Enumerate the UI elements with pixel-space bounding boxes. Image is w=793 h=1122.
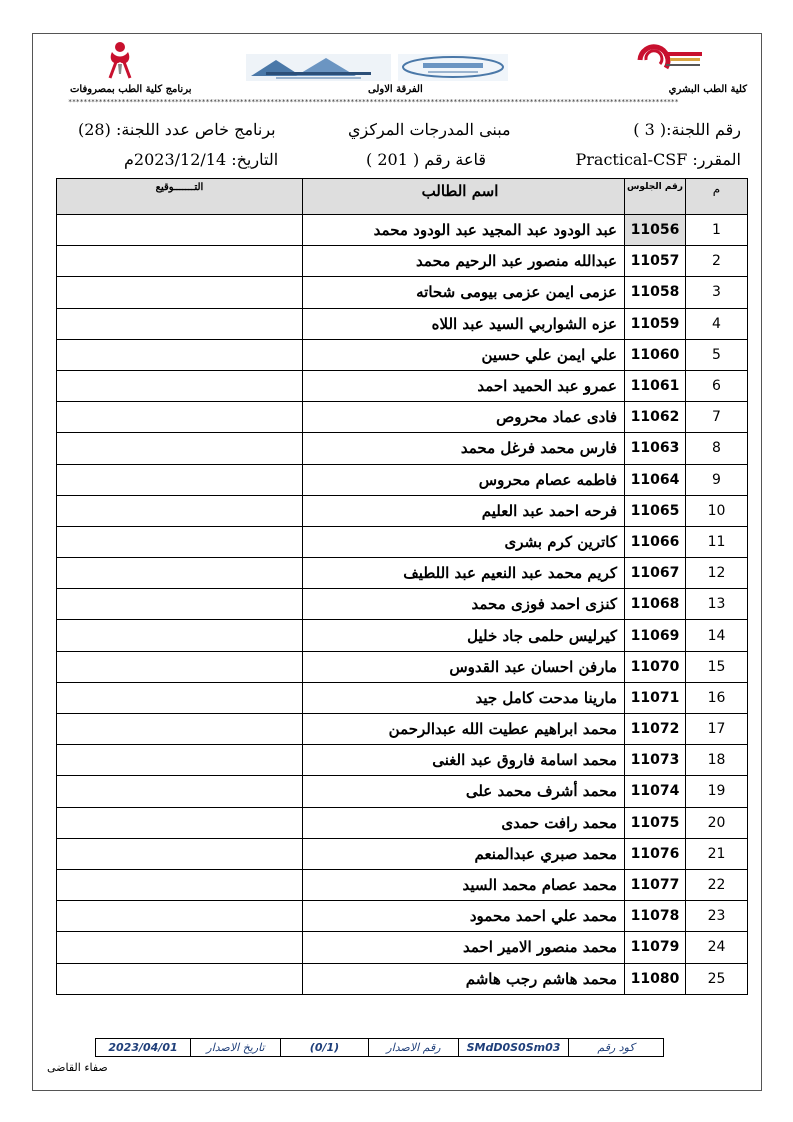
row-number: 22: [686, 869, 748, 900]
seat-number: 11076: [625, 838, 686, 869]
students-table: [56, 178, 748, 995]
row-number: 10: [686, 495, 748, 526]
table-row: [57, 402, 748, 433]
row-number: 21: [686, 838, 748, 869]
signature-cell: [57, 433, 303, 464]
row-number: 23: [686, 901, 748, 932]
issue-date-value: 2023/04/01: [96, 1039, 191, 1057]
student-name: فارس محمد فرغل محمد: [303, 433, 625, 464]
seat-number: 11061: [625, 370, 686, 401]
seat-number: 11077: [625, 869, 686, 900]
row-number: 17: [686, 714, 748, 745]
student-name: محمد صبري عبدالمنعم: [303, 838, 625, 869]
signature-cell: [57, 963, 303, 994]
header-seat-number: رقم الجلوس: [625, 179, 686, 215]
table-row: [57, 464, 748, 495]
seat-number: 11063: [625, 433, 686, 464]
signature-cell: [57, 869, 303, 900]
student-name: محمد هاشم رجب هاشم: [303, 963, 625, 994]
row-number: 3: [686, 277, 748, 308]
seat-number: 11080: [625, 963, 686, 994]
row-number: 6: [686, 370, 748, 401]
signature-cell: [57, 589, 303, 620]
program-count: برنامج خاص عدد اللجنة: (28): [78, 120, 276, 139]
quality-banner-icon: [398, 54, 508, 81]
seat-number: 11074: [625, 776, 686, 807]
student-name: محمد اسامة فاروق عبد الغنى: [303, 745, 625, 776]
seat-number: 11072: [625, 714, 686, 745]
student-name: مارينا مدحت كامل جيد: [303, 682, 625, 713]
signature-cell: [57, 807, 303, 838]
exam-date: التاريخ: 2023/12/14م: [124, 150, 279, 169]
table-header-row: [57, 179, 748, 215]
document-control-table: [95, 1038, 664, 1057]
seat-number: 11059: [625, 308, 686, 339]
student-name: مارفن احسان عبد القدوس: [303, 651, 625, 682]
year-level: الفرقة الاولى: [368, 84, 423, 95]
issue-date-label: تاريخ الاصدار: [191, 1039, 281, 1057]
hall-number: قاعة رقم ( 201 ): [366, 150, 487, 169]
table-row: [57, 714, 748, 745]
student-name: كيرليس حلمى جاد خليل: [303, 620, 625, 651]
signature-cell: [57, 215, 303, 246]
table-row: [57, 277, 748, 308]
course-name: المقرر: Practical-CSF: [575, 150, 741, 169]
document-code-label: كود رقم: [569, 1039, 664, 1057]
table-row: [57, 246, 748, 277]
student-name: كاترين كرم بشرى: [303, 526, 625, 557]
table-row: [57, 308, 748, 339]
program-name: برنامج كلية الطب بمصروفات: [70, 84, 192, 95]
student-name: كنزى احمد فوزى محمد: [303, 589, 625, 620]
table-row: [57, 901, 748, 932]
signature-cell: [57, 838, 303, 869]
signature-cell: [57, 526, 303, 557]
seat-number: 11056: [625, 215, 686, 246]
student-name: فاطمه عصام محروس: [303, 464, 625, 495]
seat-number: 11075: [625, 807, 686, 838]
table-row: [57, 495, 748, 526]
signature-cell: [57, 308, 303, 339]
signature-cell: [57, 745, 303, 776]
row-number: 16: [686, 682, 748, 713]
seat-number: 11068: [625, 589, 686, 620]
student-name: عزه الشواربي السيد عبد اللاه: [303, 308, 625, 339]
seat-number: 11067: [625, 558, 686, 589]
table-row: [57, 745, 748, 776]
table-row: [57, 589, 748, 620]
table-row: [57, 339, 748, 370]
signature-cell: [57, 277, 303, 308]
signature-cell: [57, 932, 303, 963]
table-row: [57, 963, 748, 994]
seat-number: 11058: [625, 277, 686, 308]
row-number: 12: [686, 558, 748, 589]
row-number: 4: [686, 308, 748, 339]
seat-number: 11069: [625, 620, 686, 651]
signature-cell: [57, 402, 303, 433]
table-row: [57, 526, 748, 557]
row-number: 20: [686, 807, 748, 838]
signature-cell: [57, 714, 303, 745]
student-name: محمد عصام محمد السيد: [303, 869, 625, 900]
seat-number: 11065: [625, 495, 686, 526]
table-row: [57, 433, 748, 464]
header-student-name: اسم الطالب: [303, 179, 625, 215]
row-number: 9: [686, 464, 748, 495]
student-name: عبد الودود عبد المجيد عبد الودود محمد: [303, 215, 625, 246]
issue-number-value: (0/1): [281, 1039, 369, 1057]
table-row: [57, 838, 748, 869]
table-row: [57, 215, 748, 246]
star-divider: ****************************************************************************************************************************************************************: [68, 98, 679, 106]
row-number: 25: [686, 963, 748, 994]
row-number: 18: [686, 745, 748, 776]
student-name: محمد علي احمد محمود: [303, 901, 625, 932]
student-name: محمد ابراهيم عطيت الله عبدالرحمن: [303, 714, 625, 745]
student-name: محمد أشرف محمد على: [303, 776, 625, 807]
signature-cell: [57, 682, 303, 713]
university-logo: [636, 42, 706, 78]
table-row: [57, 932, 748, 963]
seat-number: 11062: [625, 402, 686, 433]
signature-cell: [57, 370, 303, 401]
signature-cell: [57, 246, 303, 277]
table-row: [57, 620, 748, 651]
row-number: 8: [686, 433, 748, 464]
student-name: فادى عماد محروص: [303, 402, 625, 433]
signature-cell: [57, 495, 303, 526]
student-name: علي ايمن علي حسين: [303, 339, 625, 370]
header-row-number: م: [686, 179, 748, 215]
row-number: 24: [686, 932, 748, 963]
signature-cell: [57, 901, 303, 932]
table-row: [57, 869, 748, 900]
student-name: محمد رافت حمدى: [303, 807, 625, 838]
prepared-by: صفاء القاضى: [47, 1061, 108, 1074]
issue-number-label: رقم الاصدار: [369, 1039, 459, 1057]
student-name: محمد منصور الامير احمد: [303, 932, 625, 963]
row-number: 13: [686, 589, 748, 620]
seat-number: 11070: [625, 651, 686, 682]
committee-number: رقم اللجنة:( 3 ): [633, 120, 741, 139]
header-signature: التـــــــوقيع: [57, 179, 303, 215]
row-number: 14: [686, 620, 748, 651]
student-name: كريم محمد عبد النعيم عبد اللطيف: [303, 558, 625, 589]
document-control-row: [96, 1039, 664, 1057]
college-name: كلية الطب البشري: [668, 84, 747, 95]
seat-number: 11071: [625, 682, 686, 713]
signature-cell: [57, 776, 303, 807]
table-row: [57, 651, 748, 682]
row-number: 15: [686, 651, 748, 682]
student-name: عبدالله منصور عبد الرحيم محمد: [303, 246, 625, 277]
seat-number: 11066: [625, 526, 686, 557]
row-number: 7: [686, 402, 748, 433]
table-row: [57, 558, 748, 589]
table-row: [57, 682, 748, 713]
student-name: فرحه احمد عبد العليم: [303, 495, 625, 526]
row-number: 19: [686, 776, 748, 807]
row-number: 1: [686, 215, 748, 246]
signature-cell: [57, 620, 303, 651]
seat-number: 11060: [625, 339, 686, 370]
accreditation-banner-icon: [246, 54, 391, 81]
signature-cell: [57, 339, 303, 370]
student-name: عزمى ايمن عزمى بيومى شحاته: [303, 277, 625, 308]
seat-number: 11073: [625, 745, 686, 776]
table-row: [57, 807, 748, 838]
row-number: 2: [686, 246, 748, 277]
seat-number: 11079: [625, 932, 686, 963]
seat-number: 11064: [625, 464, 686, 495]
document-code-value: SMdD0S0Sm03: [459, 1039, 569, 1057]
signature-cell: [57, 651, 303, 682]
program-logo: [104, 40, 136, 80]
student-name: عمرو عبد الحميد احمد: [303, 370, 625, 401]
signature-cell: [57, 558, 303, 589]
row-number: 11: [686, 526, 748, 557]
seat-number: 11057: [625, 246, 686, 277]
signature-cell: [57, 464, 303, 495]
table-row: [57, 776, 748, 807]
table-row: [57, 370, 748, 401]
building-name: مبنى المدرجات المركزي: [348, 120, 511, 139]
row-number: 5: [686, 339, 748, 370]
seat-number: 11078: [625, 901, 686, 932]
